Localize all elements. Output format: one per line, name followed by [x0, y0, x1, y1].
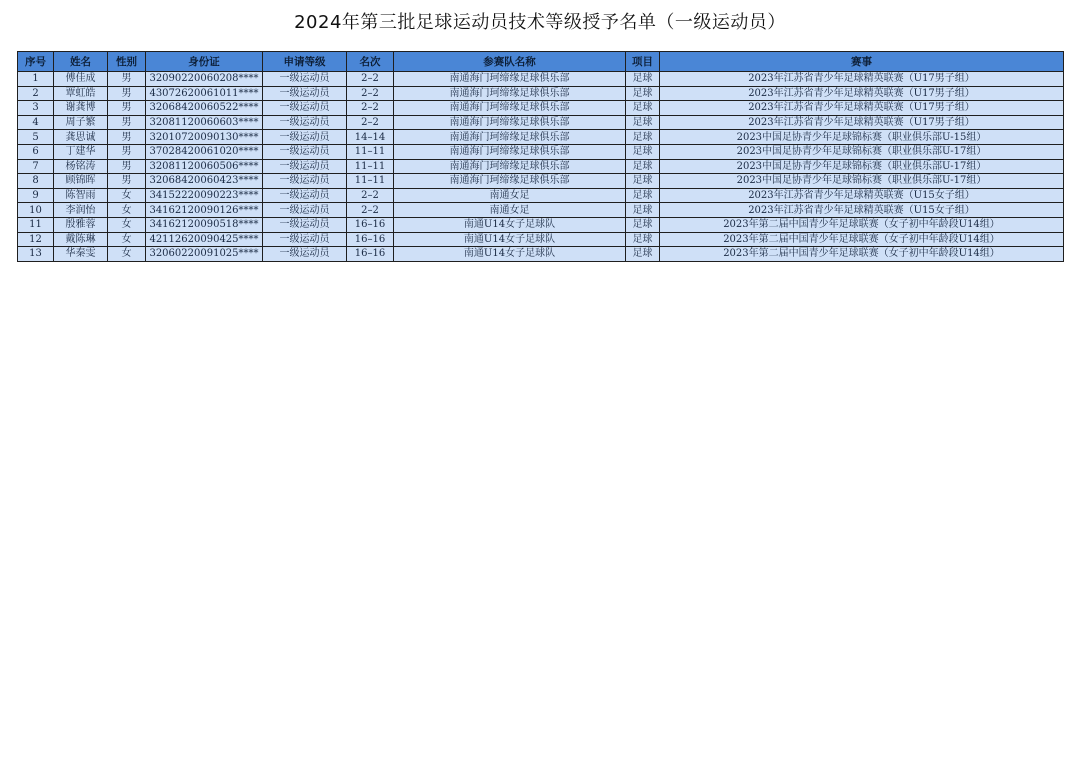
column-header: 申请等级: [263, 52, 347, 72]
table-cell: 2023中国足协青少年足球锦标赛（职业俱乐部U-17组）: [660, 144, 1064, 159]
column-header: 名次: [347, 52, 394, 72]
table-cell: 男: [108, 159, 146, 174]
table-cell: 2: [18, 86, 54, 101]
table-cell: 2023年江苏省青少年足球精英联赛（U17男子组）: [660, 101, 1064, 116]
table-cell: 足球: [626, 72, 660, 87]
column-header: 姓名: [54, 52, 108, 72]
table-cell: 2–2: [347, 86, 394, 101]
table-row: [18, 232, 1064, 247]
table-cell: 男: [108, 115, 146, 130]
table-cell: 16–16: [347, 217, 394, 232]
table-cell: 一级运动员: [263, 159, 347, 174]
table-cell: 12: [18, 232, 54, 247]
table-cell: 32060220091025****: [146, 247, 263, 262]
roster-table: [17, 51, 1064, 262]
table-row: [18, 86, 1064, 101]
table-cell: 2–2: [347, 101, 394, 116]
table-cell: 南通海门珂缔缘足球俱乐部: [394, 72, 626, 87]
table-cell: 女: [108, 232, 146, 247]
table-cell: 华秦雯: [54, 247, 108, 262]
table-cell: 南通海门珂缔缘足球俱乐部: [394, 101, 626, 116]
table-cell: 6: [18, 144, 54, 159]
table-cell: 2–2: [347, 188, 394, 203]
table-row: [18, 203, 1064, 218]
table-cell: 足球: [626, 115, 660, 130]
table-cell: 南通女足: [394, 188, 626, 203]
table-cell: 34152220090223****: [146, 188, 263, 203]
table-cell: 32081120060603****: [146, 115, 263, 130]
table-cell: 3: [18, 101, 54, 116]
table-cell: 一级运动员: [263, 232, 347, 247]
table-cell: 南通海门珂缔缘足球俱乐部: [394, 115, 626, 130]
table-cell: 南通女足: [394, 203, 626, 218]
table-cell: 女: [108, 217, 146, 232]
table-cell: 一级运动员: [263, 174, 347, 189]
table-cell: 男: [108, 174, 146, 189]
table-cell: 4: [18, 115, 54, 130]
table-cell: 足球: [626, 86, 660, 101]
table-cell: 2023中国足协青少年足球锦标赛（职业俱乐部U-17组）: [660, 174, 1064, 189]
table-cell: 2023中国足协青少年足球锦标赛（职业俱乐部U-17组）: [660, 159, 1064, 174]
column-header: 项目: [626, 52, 660, 72]
page-title: 2024年第三批足球运动员技术等级授予名单（一级运动员）: [294, 12, 786, 33]
table-cell: 龚思诚: [54, 130, 108, 145]
table-cell: 周子繁: [54, 115, 108, 130]
table-cell: 女: [108, 203, 146, 218]
table-cell: 男: [108, 130, 146, 145]
table-row: [18, 101, 1064, 116]
table-cell: 2–2: [347, 203, 394, 218]
table-cell: 2–2: [347, 72, 394, 87]
table-cell: 傅佳成: [54, 72, 108, 87]
table-cell: 2023年江苏省青少年足球精英联赛（U17男子组）: [660, 115, 1064, 130]
table-cell: 一级运动员: [263, 247, 347, 262]
table-cell: 42112620090425****: [146, 232, 263, 247]
table-cell: 11–11: [347, 144, 394, 159]
table-cell: 2023年江苏省青少年足球精英联赛（U17男子组）: [660, 86, 1064, 101]
table-cell: 一级运动员: [263, 101, 347, 116]
table-cell: 32090220060208****: [146, 72, 263, 87]
table-cell: 南通U14女子足球队: [394, 217, 626, 232]
table-cell: 34162120090518****: [146, 217, 263, 232]
table-cell: 南通U14女子足球队: [394, 247, 626, 262]
table-cell: 32068420060522****: [146, 101, 263, 116]
table-cell: 男: [108, 144, 146, 159]
table-cell: 陈智雨: [54, 188, 108, 203]
table-cell: 34162120090126****: [146, 203, 263, 218]
table-cell: 足球: [626, 130, 660, 145]
table-cell: 南通U14女子足球队: [394, 232, 626, 247]
table-row: [18, 144, 1064, 159]
table-cell: 足球: [626, 232, 660, 247]
table-cell: 43072620061011****: [146, 86, 263, 101]
table-cell: 谢龚博: [54, 101, 108, 116]
table-cell: 李润怡: [54, 203, 108, 218]
table-cell: 5: [18, 130, 54, 145]
table-row: [18, 217, 1064, 232]
table-row: [18, 72, 1064, 87]
table-cell: 11–11: [347, 174, 394, 189]
table-cell: 一级运动员: [263, 203, 347, 218]
table-cell: 32068420060423****: [146, 174, 263, 189]
table-cell: 南通海门珂缔缘足球俱乐部: [394, 144, 626, 159]
table-cell: 覃虹皓: [54, 86, 108, 101]
table-cell: 2023年江苏省青少年足球精英联赛（U17男子组）: [660, 72, 1064, 87]
table-cell: 足球: [626, 203, 660, 218]
table-cell: 一级运动员: [263, 217, 347, 232]
table-cell: 一级运动员: [263, 72, 347, 87]
table-cell: 南通海门珂缔缘足球俱乐部: [394, 159, 626, 174]
table-cell: 2023年第二届中国青少年足球联赛（女子初中年龄段U14组）: [660, 247, 1064, 262]
table-cell: 足球: [626, 174, 660, 189]
table-cell: 7: [18, 159, 54, 174]
table-cell: 足球: [626, 217, 660, 232]
table-cell: 2023年江苏省青少年足球精英联赛（U15女子组）: [660, 188, 1064, 203]
table-cell: 32081120060506****: [146, 159, 263, 174]
table-cell: 8: [18, 174, 54, 189]
column-header: 身份证: [146, 52, 263, 72]
table-cell: 戴陈琳: [54, 232, 108, 247]
table-cell: 女: [108, 247, 146, 262]
table-cell: 足球: [626, 247, 660, 262]
column-header: 赛事: [660, 52, 1064, 72]
table-cell: 16–16: [347, 247, 394, 262]
table-cell: 南通海门珂缔缘足球俱乐部: [394, 174, 626, 189]
table-cell: 足球: [626, 144, 660, 159]
table-cell: 足球: [626, 188, 660, 203]
table-cell: 14–14: [347, 130, 394, 145]
table-cell: 殷雅蓉: [54, 217, 108, 232]
table-header-row: [18, 52, 1064, 72]
table-row: [18, 247, 1064, 262]
column-header: 参赛队名称: [394, 52, 626, 72]
table-row: [18, 174, 1064, 189]
table-cell: 男: [108, 72, 146, 87]
table-cell: 11–11: [347, 159, 394, 174]
table-row: [18, 115, 1064, 130]
table-cell: 女: [108, 188, 146, 203]
table-cell: 16–16: [347, 232, 394, 247]
table-cell: 杨铭涛: [54, 159, 108, 174]
table-cell: 顾锦晖: [54, 174, 108, 189]
table-cell: 1: [18, 72, 54, 87]
table-cell: 9: [18, 188, 54, 203]
table-cell: 南通海门珂缔缘足球俱乐部: [394, 130, 626, 145]
table-cell: 2023中国足协青少年足球锦标赛（职业俱乐部U-15组）: [660, 130, 1064, 145]
table-row: [18, 130, 1064, 145]
table-cell: 一级运动员: [263, 115, 347, 130]
table-cell: 丁建华: [54, 144, 108, 159]
table-cell: 男: [108, 86, 146, 101]
table-cell: 32010720090130****: [146, 130, 263, 145]
table-cell: 南通海门珂缔缘足球俱乐部: [394, 86, 626, 101]
table-cell: 一级运动员: [263, 130, 347, 145]
column-header: 性别: [108, 52, 146, 72]
table-cell: 一级运动员: [263, 188, 347, 203]
table-row: [18, 188, 1064, 203]
table-cell: 一级运动员: [263, 86, 347, 101]
table-cell: 10: [18, 203, 54, 218]
table-cell: 13: [18, 247, 54, 262]
table-cell: 37028420061020****: [146, 144, 263, 159]
table-cell: 足球: [626, 159, 660, 174]
table-cell: 2023年第二届中国青少年足球联赛（女子初中年龄段U14组）: [660, 217, 1064, 232]
table-cell: 11: [18, 217, 54, 232]
table-row: [18, 159, 1064, 174]
table-cell: 一级运动员: [263, 144, 347, 159]
table-cell: 2023年江苏省青少年足球精英联赛（U15女子组）: [660, 203, 1064, 218]
table-cell: 2023年第二届中国青少年足球联赛（女子初中年龄段U14组）: [660, 232, 1064, 247]
table-cell: 2–2: [347, 115, 394, 130]
table-cell: 足球: [626, 101, 660, 116]
table-cell: 男: [108, 101, 146, 116]
column-header: 序号: [18, 52, 54, 72]
